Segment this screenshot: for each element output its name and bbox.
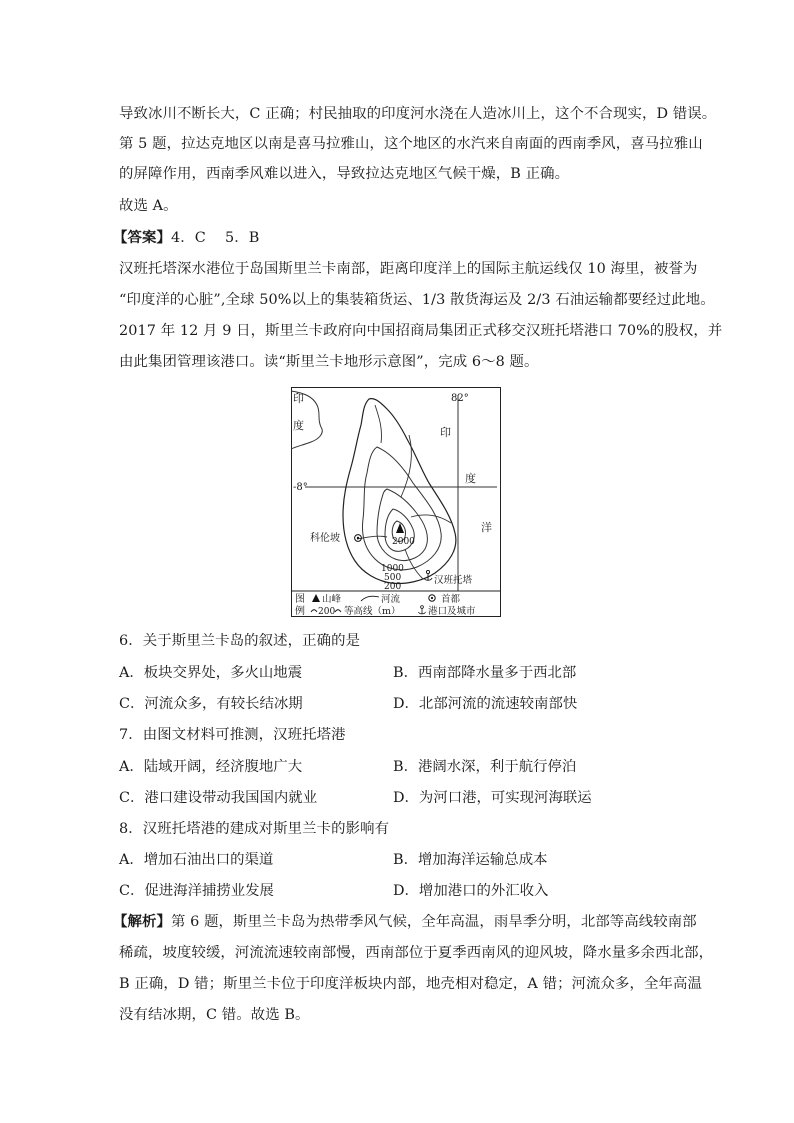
ocean-char-2: 度: [465, 472, 476, 485]
ocean-char-3: 洋: [481, 521, 492, 534]
legend-peak-label: 山峰: [322, 594, 342, 605]
latitude-label: -8°: [293, 482, 308, 493]
sri-lanka-map: [291, 387, 501, 617]
question-6-option-c: C．河流众多，有较长结冰期: [119, 696, 303, 712]
passage-line-1: 汉班托塔深水港位于岛国斯里兰卡南部，距离印度洋上的国际主航运线仅 10 海里，被誉为: [119, 261, 698, 277]
analysis-line-4: 没有结冰期，C 错。故选 B。: [119, 1007, 310, 1023]
question-8-option-c: C．促进海洋捕捞业发展: [119, 883, 274, 899]
passage-line-3: 2017 年 12 月 9 日，斯里兰卡政府向中国招商局集团正式移交汉班托塔港口 70%的股权，并: [119, 323, 723, 339]
analysis-line-2: 稀疏，坡度较缓，河流流速较南部慢，西南部位于夏季西南风的迎风坡，降水量多余西北部，: [119, 945, 714, 961]
question-6-option-b: B．西南部降水量多于西北部: [393, 665, 577, 681]
analysis-line-1: [113, 912, 697, 932]
question-8-option-d: D．增加港口的外汇收入: [393, 883, 549, 899]
question-8-stem: 8．汉班托塔港的建成对斯里兰卡的影响有: [119, 821, 390, 837]
intro-line-3: 的屏障作用，西南季风难以进入，导致拉达克地区气候干燥，B 正确。: [119, 166, 570, 182]
question-7-option-d: D．为河口港，可实现河海联运: [393, 790, 592, 806]
passage-line-2: “印度洋的心脏”,全球 50%以上的集装箱货运、1/3 散货海运及 2/3 石油运输都要经过此地。: [119, 292, 715, 308]
intro-line-1: 导致冰川不断长大，C 正确；村民抽取的印度河水浇在人造冰川上，这个不合现实，D 错误。: [119, 106, 717, 122]
legend-capital-label: 首都: [441, 594, 461, 605]
intro-line-2: 第 5 题，拉达克地区以南是喜马拉雅山，这个地区的水汽来自南面的西南季风，喜马拉雅山: [119, 136, 703, 152]
question-6-stem: 6．关于斯里兰卡岛的叙述，正确的是: [119, 633, 361, 649]
peak-value-label: 2000: [392, 537, 415, 547]
legend-contour-value: 200: [318, 607, 336, 617]
ocean-char-1: 印: [440, 426, 451, 439]
question-6-option-d: D．北部河流的流速较南部快: [393, 696, 578, 712]
legend-contour-label: 等高线（m）: [344, 606, 401, 617]
legend-port-label: 港口及城市: [428, 606, 476, 617]
contour-label-500: 500: [384, 573, 402, 583]
question-6-option-a: A．板块交界处，多火山地震: [119, 665, 303, 681]
analysis-label: 【解析】: [113, 913, 171, 930]
question-7-option-a: A．陆域开阔，经济腹地广大: [119, 759, 303, 775]
question-7-stem: 7．由图文材料可推测，汉班托塔港: [119, 727, 346, 743]
left-char-1: 印: [293, 392, 304, 405]
legend-river-label: 河流: [381, 594, 401, 605]
contour-label-1000: 1000: [381, 564, 404, 574]
intro-line-4: 故选 A。: [119, 198, 178, 214]
passage-line-4: 由此集团管理该港口。读“斯里兰卡地形示意图”，完成 6～8 题。: [119, 354, 539, 370]
longitude-label: 82°: [451, 393, 469, 404]
question-8-option-b: B．增加海洋运输总成本: [393, 852, 548, 868]
legend-title-2: 例: [295, 606, 305, 617]
question-8-option-a: A．增加石油出口的渠道: [119, 852, 274, 868]
contour-label-200: 200: [384, 582, 402, 592]
legend-title-1: 图: [295, 594, 305, 605]
left-char-2: 度: [293, 419, 304, 432]
analysis-line-3: B 正确，D 错；斯里兰卡位于印度洋板块内部，地壳相对稳定，A 错；河流众多，全年高温: [119, 976, 702, 992]
analysis-text-1: 第 6 题，斯里兰卡岛为热带季风气候，全年高温，雨旱季分明，北部等高线较南部: [170, 914, 697, 930]
question-7-option-b: B．港阔水深，利于航行停泊: [393, 759, 577, 775]
answer-text: 4．C 5．B: [170, 230, 260, 246]
question-7-option-c: C．港口建设带动我国国内就业: [119, 790, 318, 806]
answer-line: [113, 228, 673, 248]
capital-label: 科伦坡: [310, 533, 340, 544]
answer-label: 【答案】: [113, 229, 171, 246]
port-label: 汉班托塔: [434, 575, 473, 586]
